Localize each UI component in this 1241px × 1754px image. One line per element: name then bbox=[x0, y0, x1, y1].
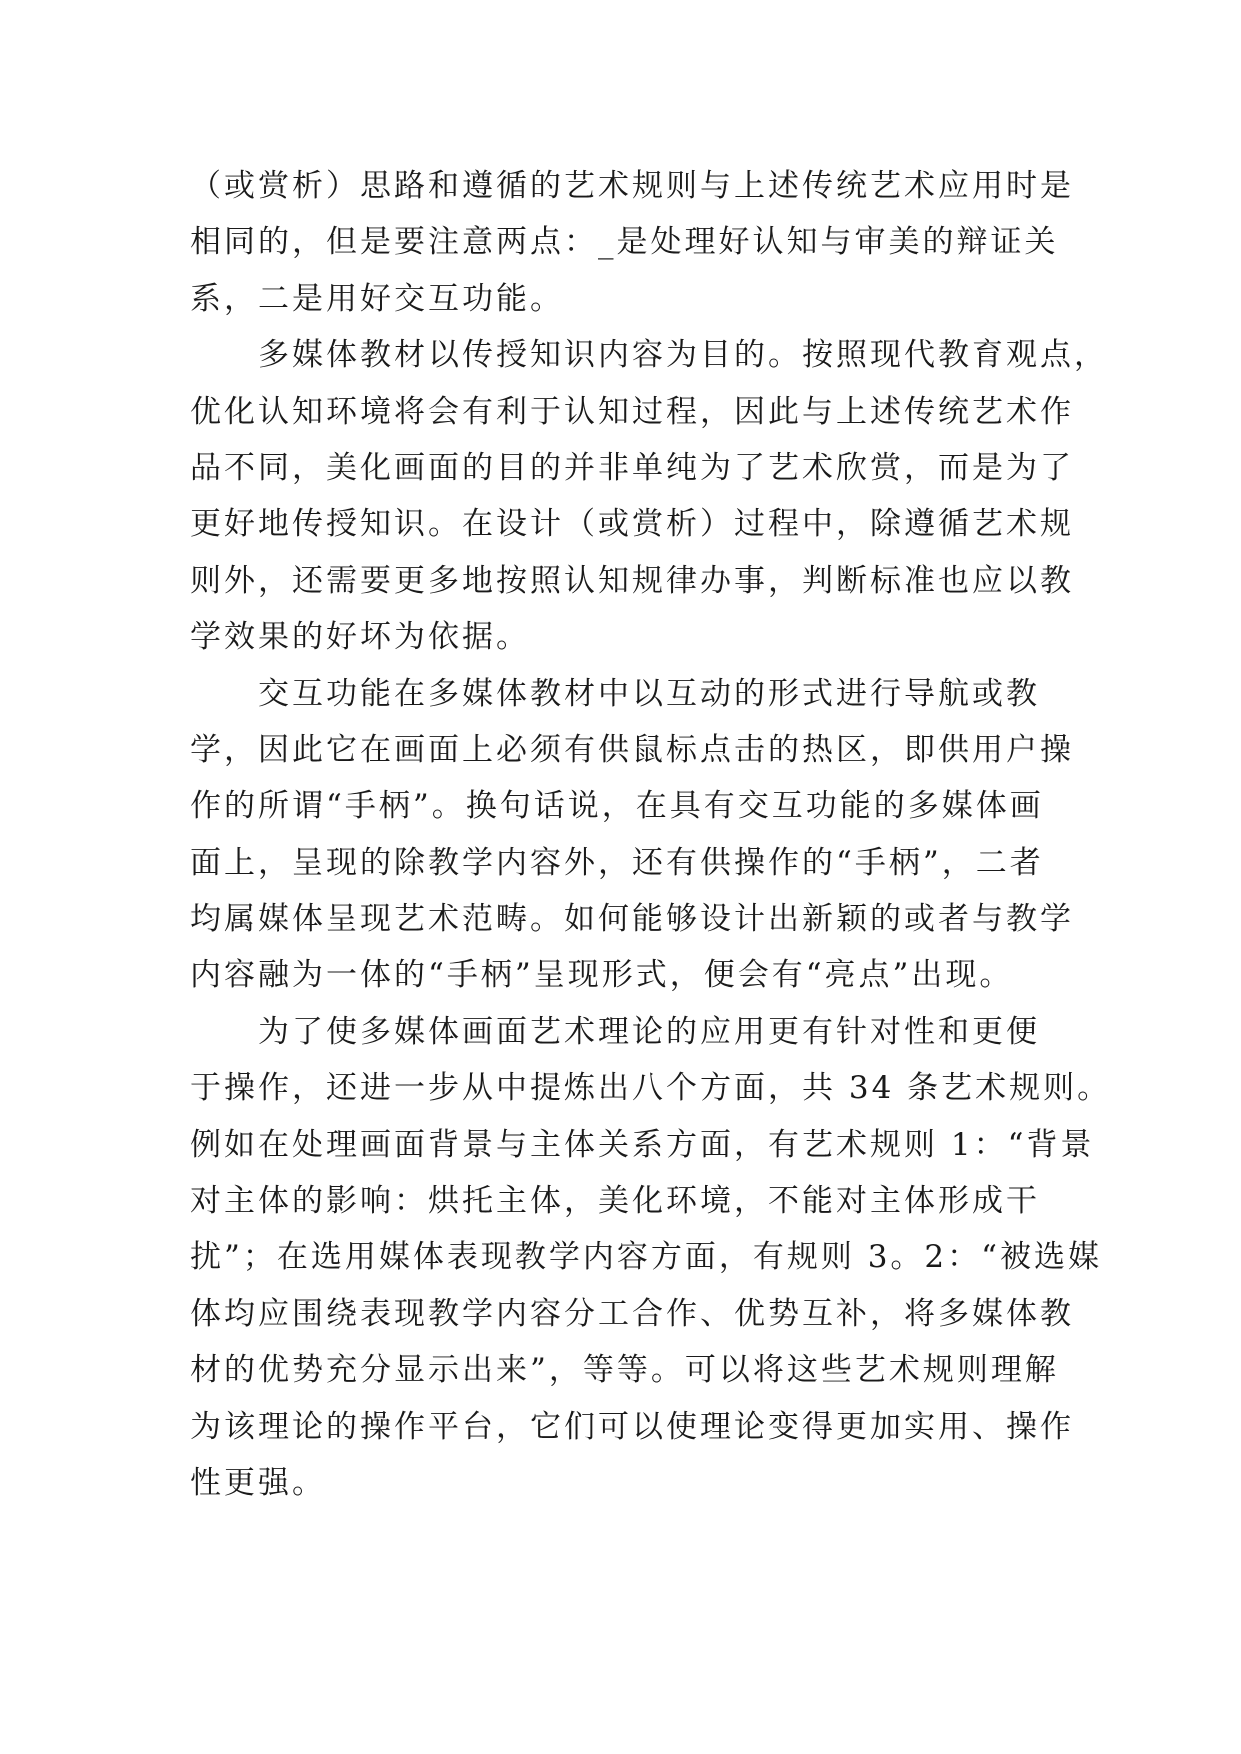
text-line: 相同的，但是要注意两点：_是处理好认知与审美的辩证关 bbox=[190, 224, 1059, 261]
text-line: 均属媒体呈现艺术范畴。如何能够设计出新颖的或者与教学 bbox=[190, 901, 1074, 938]
text-line: 则外，还需要更多地按照认知规律办事，判断标准也应以教 bbox=[190, 562, 1074, 599]
text-line: 系，二是用好交互功能。 bbox=[190, 280, 564, 317]
text-line: 更好地传授知识。在设计（或赏析）过程中，除遵循艺术规 bbox=[190, 506, 1074, 543]
text-line: 学效果的好坏为依据。 bbox=[190, 619, 530, 656]
body-text bbox=[190, 158, 1112, 1511]
text-line: 性更强。 bbox=[190, 1464, 326, 1501]
paragraph-first-line: 交互功能在多媒体教材中以互动的形式进行导航或教 bbox=[258, 675, 1040, 712]
text-line: 例如在处理画面背景与主体关系方面，有艺术规则 1：“背景 bbox=[190, 1126, 1095, 1163]
text-line: 为该理论的操作平台，它们可以使理论变得更加实用、操作 bbox=[190, 1408, 1074, 1445]
text-line: 于操作，还进一步从中提炼出八个方面，共 34 条艺术规则。 bbox=[190, 1070, 1112, 1107]
paragraph-first-line: 为了使多媒体画面艺术理论的应用更有针对性和更便 bbox=[258, 1013, 1040, 1050]
text-line: 学，因此它在画面上必须有供鼠标点击的热区，即供用户操 bbox=[190, 731, 1074, 768]
text-line: （或赏析）思路和遵循的艺术规则与上述传统艺术应用时是 bbox=[190, 168, 1074, 204]
text-line: 材的优势充分显示出来”，等等。可以将这些艺术规则理解 bbox=[190, 1352, 1059, 1389]
text-line: 作的所谓“手柄”。换句话说，在具有交互功能的多媒体画 bbox=[190, 788, 1044, 825]
text-line: 面上，呈现的除教学内容外，还有供操作的“手柄”，二者 bbox=[190, 844, 1044, 881]
text-line: 体均应围绕表现教学内容分工合作、优势互补，将多媒体教 bbox=[190, 1295, 1074, 1332]
paragraph-first-line: 多媒体教材以传授知识内容为目的。按照现代教育观点， bbox=[258, 337, 1108, 374]
text-line: 优化认知环境将会有利于认知过程，因此与上述传统艺术作 bbox=[190, 393, 1074, 430]
text-line: 品不同，美化画面的目的并非单纯为了艺术欣赏，而是为了 bbox=[190, 449, 1074, 486]
text-line: 内容融为一体的“手柄”呈现形式，便会有“亮点”出现。 bbox=[190, 957, 1014, 994]
text-line: 扰”；在选用媒体表现教学内容方面，有规则 3。2：“被选媒 bbox=[190, 1239, 1102, 1276]
text-line: 对主体的影响：烘托主体，美化环境，不能对主体形成干 bbox=[190, 1183, 1040, 1220]
